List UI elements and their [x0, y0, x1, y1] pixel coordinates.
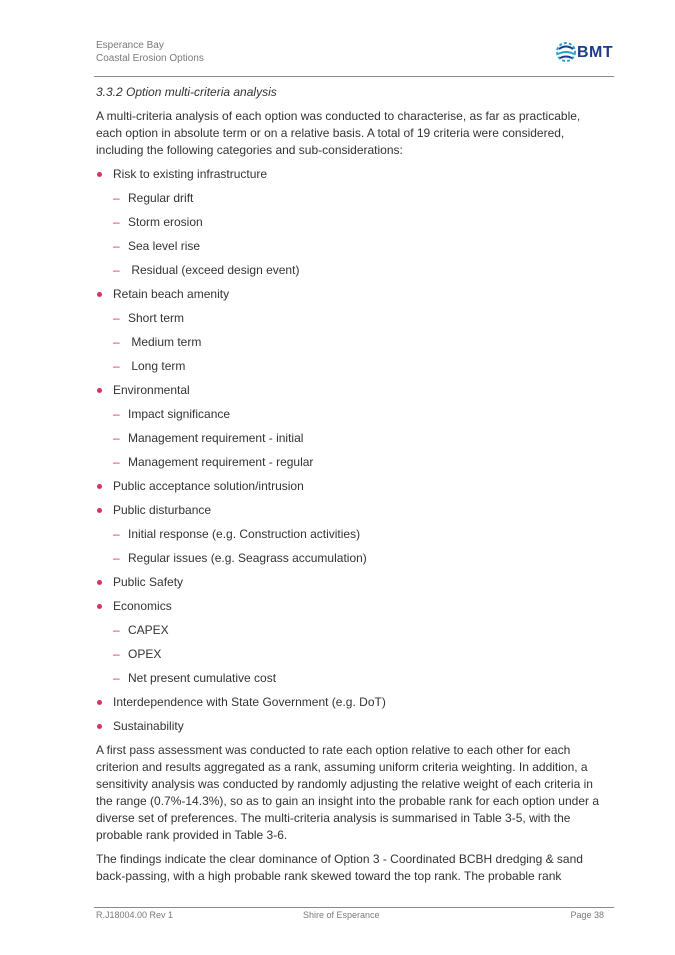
- bmt-logo: [555, 40, 617, 66]
- dash-icon: –: [113, 551, 120, 565]
- sub-consideration-label: Short term: [128, 311, 185, 325]
- sub-consideration-item: [113, 310, 608, 327]
- category-label: Public acceptance solution/intrusion: [113, 479, 304, 493]
- category-item: [96, 598, 608, 687]
- sub-consideration-list: [113, 190, 608, 279]
- sub-consideration-list: [113, 406, 608, 471]
- sub-consideration-list: [113, 526, 608, 567]
- sub-consideration-item: [113, 358, 608, 375]
- category-label: Public Safety: [113, 575, 184, 589]
- sub-consideration-label: OPEX: [128, 647, 162, 661]
- main-content: [96, 84, 608, 892]
- footer-divider: [94, 907, 614, 908]
- bullet-icon: [97, 484, 102, 489]
- dash-icon: –: [113, 191, 120, 205]
- footer-report-id: R.J18004.00 Rev 1: [96, 910, 174, 920]
- header-line-2: Coastal Erosion Options: [96, 53, 204, 64]
- dash-icon: –: [113, 623, 120, 637]
- sub-consideration-label: Impact significance: [128, 407, 231, 421]
- sub-consideration-label: Initial response (e.g. Construction activities): [128, 527, 361, 541]
- dash-icon: –: [113, 359, 120, 373]
- category-item: [96, 718, 608, 735]
- page-header: [96, 39, 204, 65]
- intro-paragraph: A multi-criteria analysis of each option was conducted to characterise, as far as practicable, each option in absolute term or on a relative basis. A total of 19 criteria were considered, including the following categories and sub-considerations:: [96, 109, 581, 157]
- bmt-globe-icon: [555, 41, 577, 63]
- sub-consideration-item: [113, 454, 608, 471]
- sub-consideration-item: [113, 238, 608, 255]
- dash-icon: –: [113, 239, 120, 253]
- sub-consideration-item: [113, 670, 608, 687]
- assessment-paragraph: A first pass assessment was conducted to rate each option relative to each other for each criterion and results aggregated as a rank, assuming uniform criteria weighting. In addition, a sensitivity analysis was conducted by randomly adjusting the relative weight of each criteria in the range (0.7%-14.3%), so as to gain an insight into the probable rank for each option under a diverse set of preferences. The multi-criteria analysis is summarised in Table 3-5, with the probable rank provided in Table 3-6.: [96, 743, 599, 842]
- sub-consideration-label: Residual (exceed design event): [128, 263, 300, 277]
- header-line-1: Esperance Bay: [96, 40, 164, 51]
- findings-paragraph: The findings indicate the clear dominance of Option 3 - Coordinated BCBH dredging & sand back-passing, with a high probable rank skewed toward the top rank. The probable rank: [96, 852, 583, 883]
- sub-consideration-item: [113, 406, 608, 423]
- sub-consideration-list: [113, 310, 608, 375]
- sub-consideration-item: [113, 334, 608, 351]
- sub-consideration-label: Long term: [128, 359, 186, 373]
- sub-consideration-label: Sea level rise: [128, 239, 201, 253]
- dash-icon: –: [113, 455, 120, 469]
- footer-client: Shire of Esperance: [303, 910, 380, 920]
- bullet-icon: [97, 292, 102, 297]
- footer-page-number: Page 38: [570, 910, 604, 920]
- dash-icon: –: [113, 407, 120, 421]
- section-title: 3.3.2 Option multi-criteria analysis: [96, 85, 277, 99]
- bullet-icon: [97, 724, 102, 729]
- sub-consideration-item: [113, 430, 608, 447]
- category-item: [96, 694, 608, 711]
- category-item: [96, 382, 608, 471]
- bullet-icon: [97, 604, 102, 609]
- category-item: [96, 286, 608, 375]
- category-label: Public disturbance: [113, 503, 212, 517]
- logo-text: BMT: [577, 44, 614, 61]
- sub-consideration-item: [113, 214, 608, 231]
- dash-icon: –: [113, 311, 120, 325]
- sub-consideration-item: [113, 550, 608, 567]
- sub-consideration-label: Management requirement - regular: [128, 455, 314, 469]
- dash-icon: –: [113, 527, 120, 541]
- category-item: [96, 574, 608, 591]
- category-label: Economics: [113, 599, 172, 613]
- sub-consideration-label: Regular issues (e.g. Seagrass accumulation): [128, 551, 367, 565]
- dash-icon: –: [113, 647, 120, 661]
- sub-consideration-label: Net present cumulative cost: [128, 671, 277, 685]
- category-label: Retain beach amenity: [113, 287, 230, 301]
- sub-consideration-item: [113, 622, 608, 639]
- criteria-category-list: [96, 166, 608, 735]
- dash-icon: –: [113, 215, 120, 229]
- category-label: Sustainability: [113, 719, 184, 733]
- dash-icon: –: [113, 335, 120, 349]
- category-label: Environmental: [113, 383, 190, 397]
- header-divider: [94, 76, 614, 77]
- category-item: [96, 502, 608, 567]
- sub-consideration-label: CAPEX: [128, 623, 169, 637]
- category-label: Interdependence with State Government (e.g. DoT): [113, 695, 386, 709]
- bullet-icon: [97, 508, 102, 513]
- category-label: Risk to existing infrastructure: [113, 167, 268, 181]
- sub-consideration-item: [113, 526, 608, 543]
- bullet-icon: [97, 700, 102, 705]
- sub-consideration-item: [113, 190, 608, 207]
- category-item: [96, 166, 608, 279]
- bullet-icon: [97, 172, 102, 177]
- dash-icon: –: [113, 263, 120, 277]
- sub-consideration-label: Regular drift: [128, 191, 194, 205]
- sub-consideration-label: Management requirement - initial: [128, 431, 304, 445]
- sub-consideration-item: [113, 262, 608, 279]
- bullet-icon: [97, 580, 102, 585]
- sub-consideration-label: Medium term: [128, 335, 202, 349]
- sub-consideration-item: [113, 646, 608, 663]
- category-item: [96, 478, 608, 495]
- dash-icon: –: [113, 671, 120, 685]
- sub-consideration-label: Storm erosion: [128, 215, 203, 229]
- dash-icon: –: [113, 431, 120, 445]
- bullet-icon: [97, 388, 102, 393]
- sub-consideration-list: [113, 622, 608, 687]
